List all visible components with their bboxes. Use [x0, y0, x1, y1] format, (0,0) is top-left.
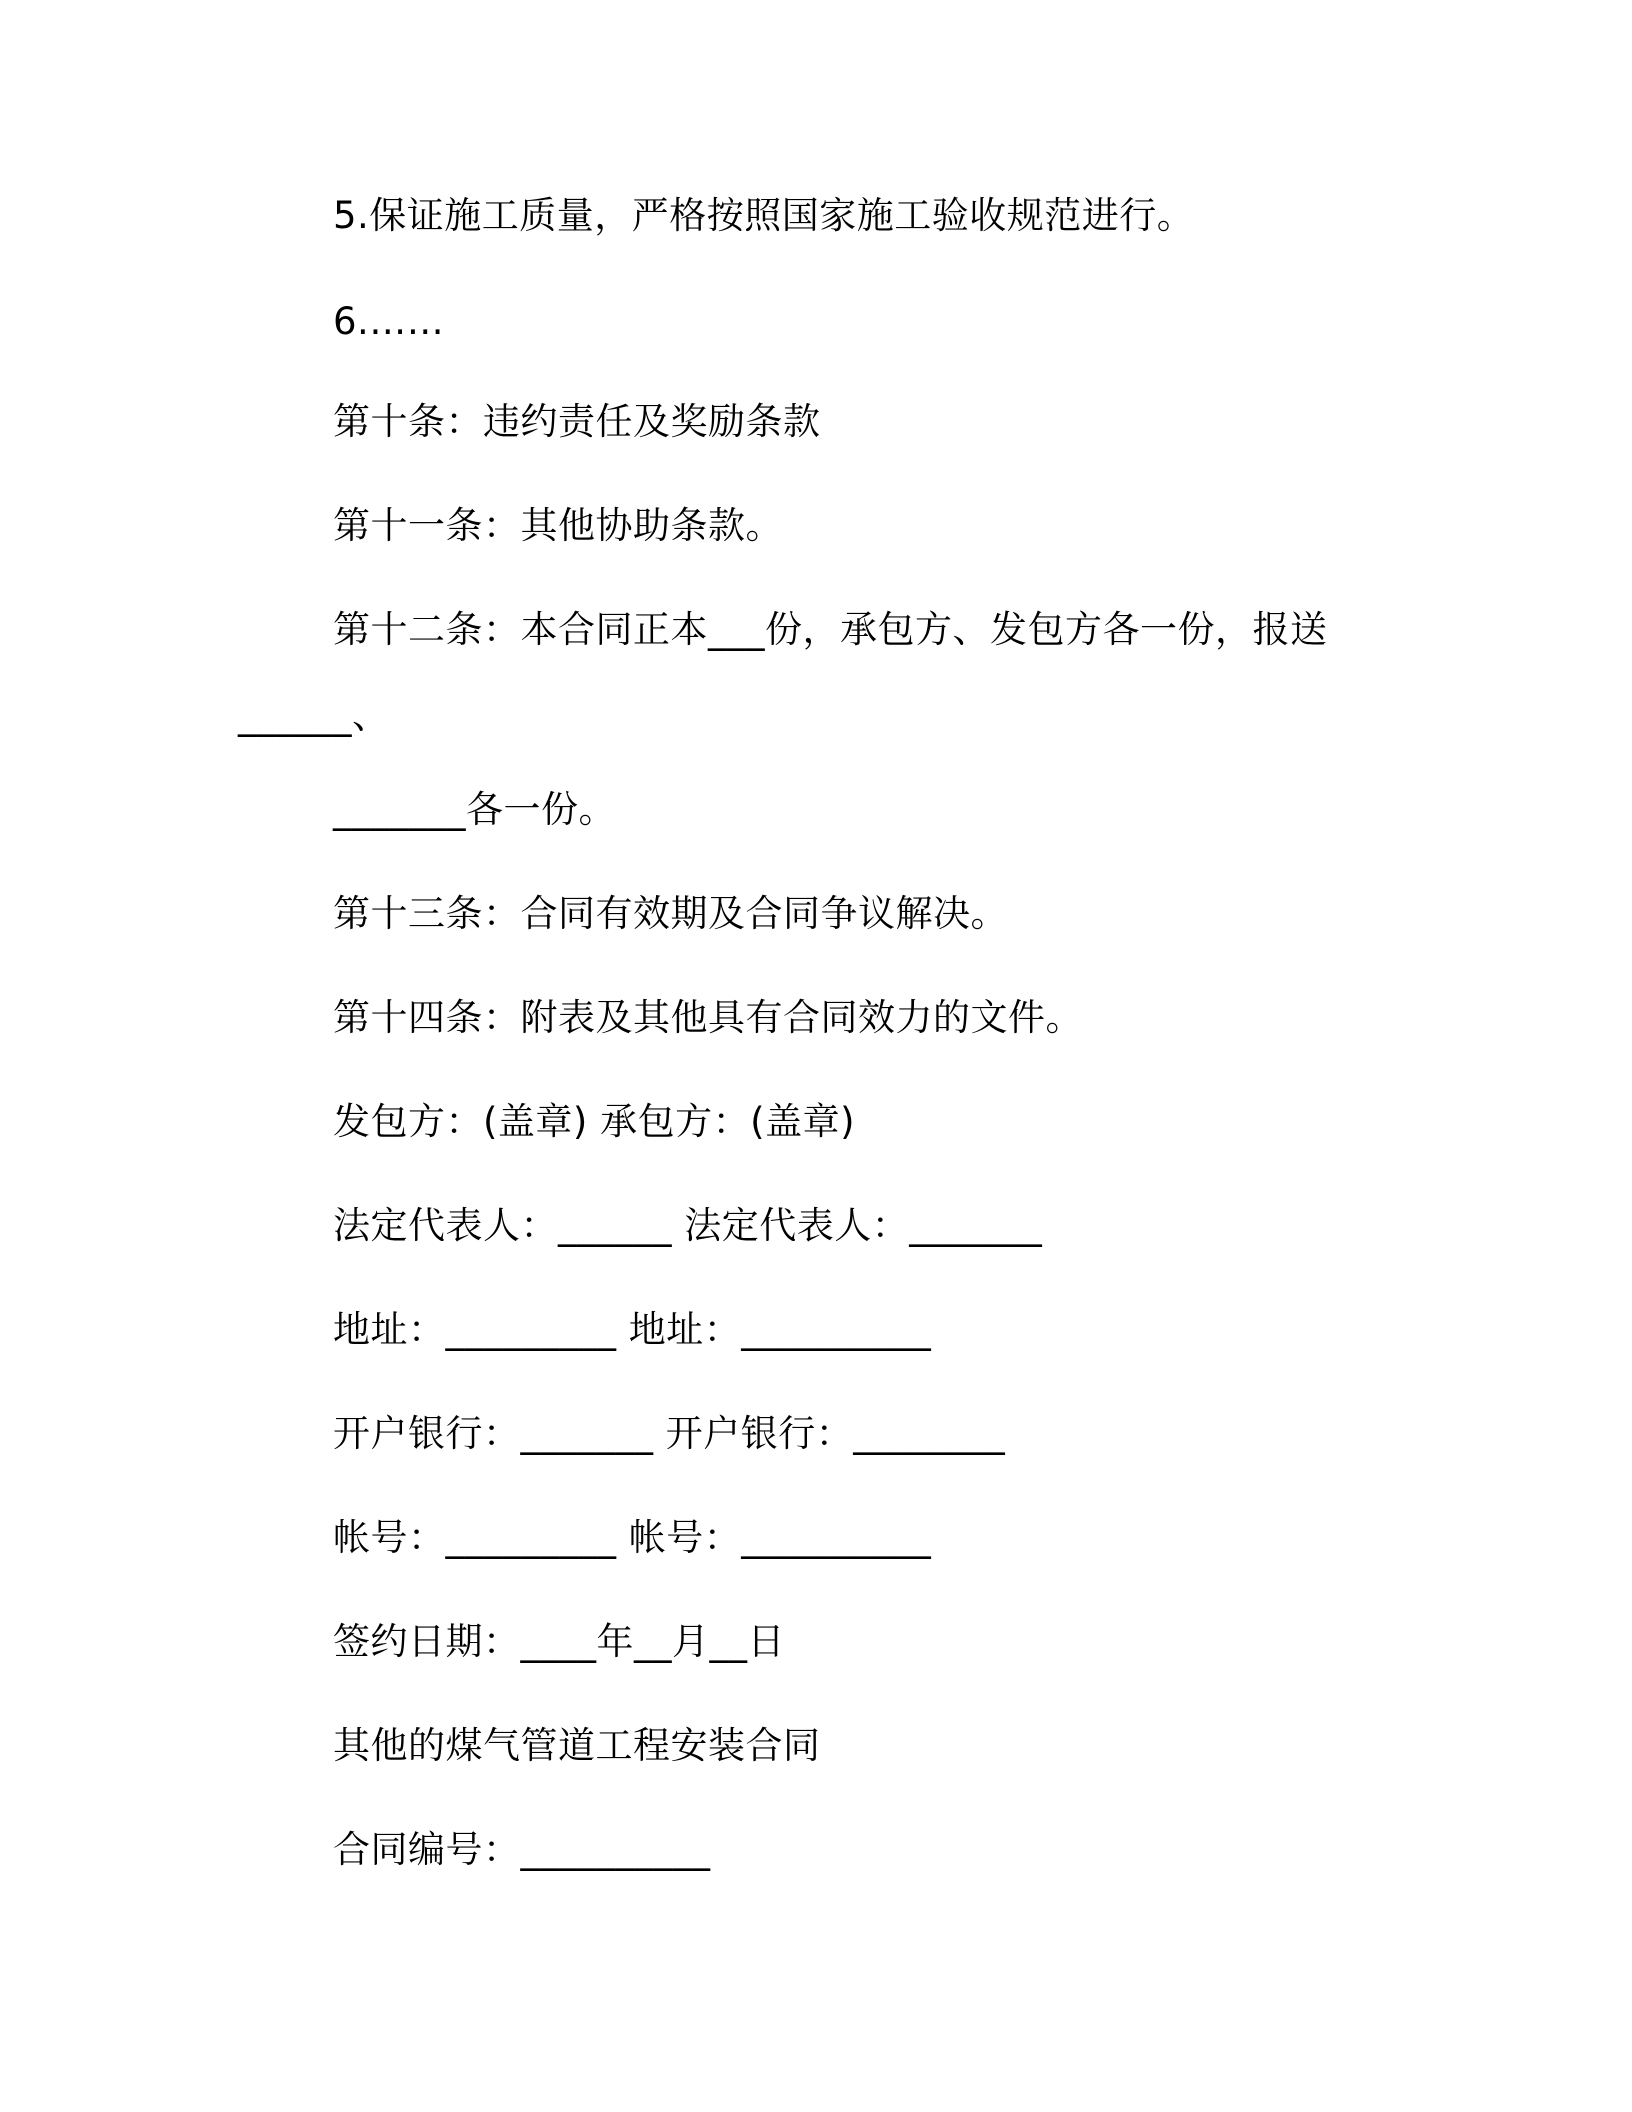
account-number: 帐号：_________ 帐号：__________ [333, 1516, 932, 1559]
clause-item-6: 6.…… [333, 300, 445, 343]
bank: 开户银行：_______ 开户银行：________ [333, 1412, 1006, 1455]
next-contract-title: 其他的煤气管道工程安装合同 [333, 1724, 821, 1767]
party-seals: 发包方：(盖章) 承包方：(盖章) [333, 1100, 856, 1143]
clause-item-5: 5.保证施工质量，严格按照国家施工验收规范进行。 [333, 194, 1195, 237]
contract-number: 合同编号：__________ [333, 1828, 711, 1871]
article-14: 第十四条：附表及其他具有合同效力的文件。 [333, 996, 1083, 1039]
article-12-continued: ______、 [238, 694, 390, 737]
legal-representative: 法定代表人：______ 法定代表人：_______ [333, 1204, 1043, 1247]
address: 地址：_________ 地址：__________ [333, 1308, 932, 1351]
signing-date: 签约日期：____年__月__日 [333, 1620, 785, 1663]
article-12: 第十二条：本合同正本___份，承包方、发包方各一份，报送 [333, 608, 1328, 651]
article-12-end: _______各一份。 [333, 788, 616, 831]
article-13: 第十三条：合同有效期及合同争议解决。 [333, 892, 1008, 935]
article-10: 第十条：违约责任及奖励条款 [333, 400, 821, 443]
article-11: 第十一条：其他协助条款。 [333, 504, 783, 547]
